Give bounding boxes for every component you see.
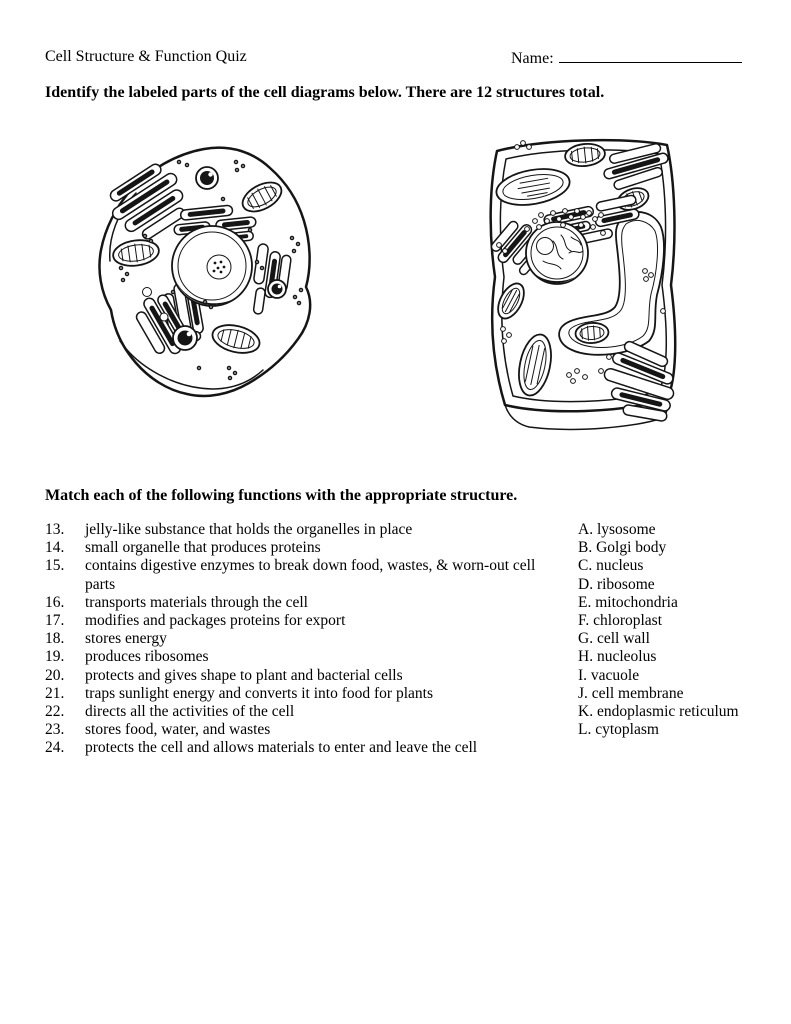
answer-option: B. Golgi body [578,539,667,557]
question-number: 14. [45,539,65,557]
question-number: 18. [45,630,65,648]
plant-nucleus [526,222,588,284]
name-field [511,48,742,68]
animal-lysosome-bottom-left [173,326,197,350]
question-text: jelly-like substance that holds the organelles in place [85,521,413,538]
animal-vesicle [143,288,152,297]
question-text: modifies and packages proteins for export [85,612,346,630]
answer-option [578,739,761,757]
match-row [45,539,761,557]
match-row [45,721,761,739]
name-label: Name: [511,50,554,67]
match-row [45,521,761,539]
animal-nucleolus [207,255,231,279]
animal-vesicle [160,313,168,321]
question-number: 21. [45,684,65,702]
match-row [45,703,761,721]
answer-option: I. vacuole [578,666,640,684]
animal-cell-diagram [86,141,318,403]
match-row [45,576,761,594]
match-row [45,739,761,757]
animal-lysosome-top [196,167,218,189]
question-text: traps sunlight energy and converts it into food for plants [85,684,433,702]
question-text: transports materials through the cell [85,593,308,611]
match-row [45,557,761,575]
animal-lysosome-right [268,280,286,298]
animal-nucleus [172,226,252,306]
match-row [45,612,761,630]
question-text: small organelle that produces proteins [85,539,321,557]
question-number: 24. [45,739,65,757]
question-number [45,576,85,594]
answer-option: C. nucleus [578,557,644,575]
match-section-heading: Match each of the following functions with the appropriate structure. [45,487,518,504]
question-number: 13. [45,521,65,538]
answer-option: L. cytoplasm [578,721,659,739]
question-text: contains digestive enzymes to break down food, wastes, & worn-out cell [85,557,536,575]
name-blank-line [559,48,742,63]
question-text: protects and gives shape to plant and bacterial cells [85,666,403,684]
identify-instruction: Identify the labeled parts of the cell diagrams below. There are 12 structures total. [45,84,605,101]
document-title: Cell Structure & Function Quiz [45,48,247,65]
match-row [45,594,761,612]
question-text: stores food, water, and wastes [85,721,271,739]
match-row [45,685,761,703]
answer-option: K. endoplasmic reticulum [578,703,739,721]
question-number: 22. [45,703,65,721]
answer-option: J. cell membrane [578,684,684,702]
plant-nucleolus [537,238,554,255]
match-row [45,630,761,648]
match-row [45,667,761,685]
question-text: directs all the activities of the cell [85,703,295,721]
answer-option: G. cell wall [578,630,650,648]
question-number: 15. [45,557,65,575]
question-text: parts [85,575,116,593]
question-number: 16. [45,593,65,611]
answer-option: A. lysosome [578,521,656,538]
question-number: 23. [45,721,65,739]
plant-cell-diagram [473,125,695,433]
question-text: protects the cell and allows materials to enter and leave the cell [85,739,478,757]
answer-option: D. ribosome [578,575,655,593]
question-number: 20. [45,666,65,684]
question-text: produces ribosomes [85,648,209,666]
match-list [45,521,761,758]
question-number: 19. [45,648,65,666]
answer-option: E. mitochondria [578,593,678,611]
answer-option: H. nucleolus [578,648,657,666]
question-number: 17. [45,612,65,630]
match-row [45,648,761,666]
question-text: stores energy [85,630,167,648]
answer-option: F. chloroplast [578,612,663,630]
